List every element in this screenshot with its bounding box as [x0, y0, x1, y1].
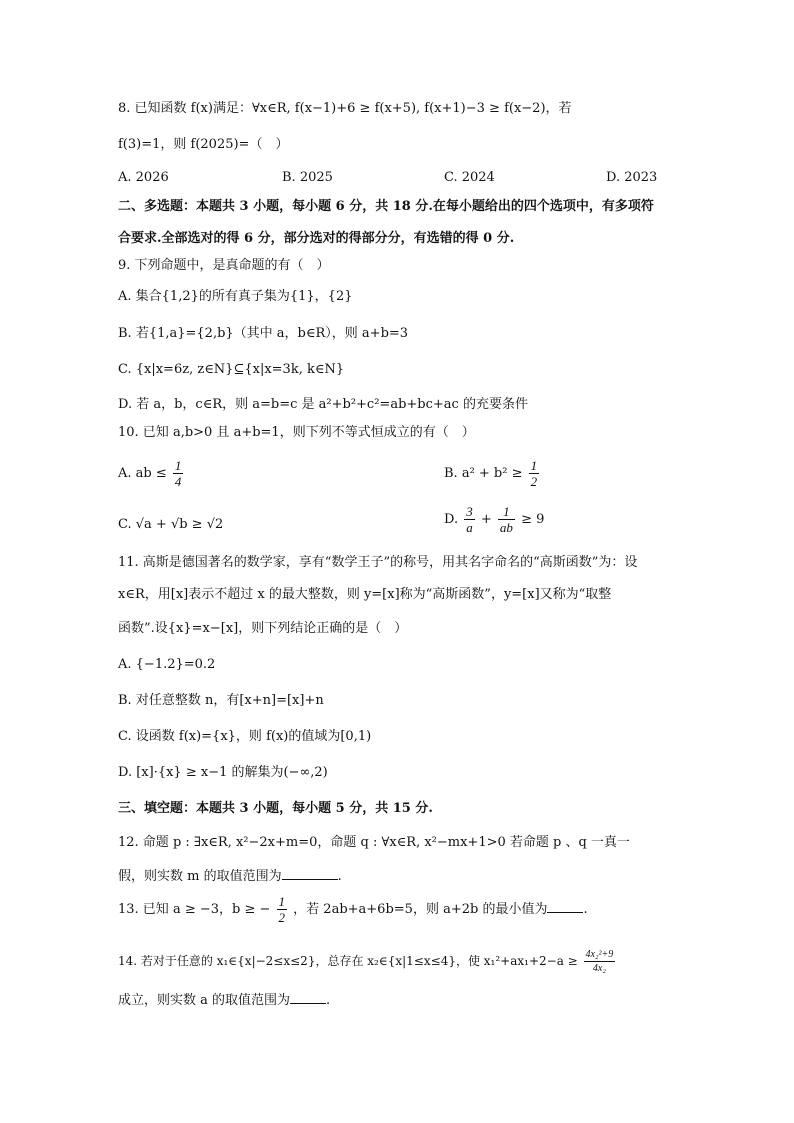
q11-option-d: D. [x]·{x} ≥ x−1 的解集为(−∞,2): [118, 765, 328, 780]
q10-option-d-numerator2: 1: [498, 504, 515, 520]
q12-line1: 12. 命题 p : ∃x∈R, x²−2x+m=0，命题 q : ∀x∈R, x²−mx+1>0 若命题 p 、q 一真一: [118, 835, 630, 850]
q10-option-d-numerator1: 3: [466, 504, 473, 519]
q13-numerator: 1: [278, 894, 286, 909]
section3-heading: 三、填空题：本题共 3 小题，每小题 5 分，共 15 分.: [118, 801, 433, 816]
q14-end: .: [326, 993, 331, 1008]
q9-option-a: A. 集合{1,2}的所有真子集为{1}，{2}: [118, 289, 353, 304]
q10-option-b-prefix: B. a² + b² ≥: [444, 466, 523, 481]
q9-option-c: C. {x|x=6z, z∈N}⊆{x|x=3k, k∈N}: [118, 362, 345, 377]
q14-denominator: 4x₂: [592, 963, 606, 974]
q10-option-b-fraction: [529, 458, 540, 489]
q10-option-a-numerator: 1: [174, 458, 182, 473]
q11-line1: 11. 高斯是德国著名的数学家，享有“数学王子”的称号，用其名字命名的“高斯函数”为：设: [118, 555, 638, 570]
q10-option-d-fraction2: [498, 504, 515, 535]
q10-option-a-prefix: A. ab ≤: [118, 466, 167, 481]
q12-line2: [118, 868, 342, 886]
q14-fraction: [584, 948, 616, 975]
q10-option-a-fraction: [173, 458, 184, 489]
q10-option-d-denominator1: a: [466, 520, 473, 535]
q8-option-c: C. 2024: [444, 170, 495, 185]
q10-option-b-numerator: 1: [530, 458, 538, 473]
q9-option-d: D. 若 a，b，c∈R，则 a=b=c 是 a²+b²+c²=ab+bc+ac 的充要条件: [118, 397, 528, 412]
q10-option-b: [444, 458, 541, 489]
q13-line: [118, 894, 588, 925]
q13-fraction: [277, 894, 288, 925]
q12-line2-text: 假，则实数 m 的取值范围为: [118, 869, 282, 884]
q11-option-a: A. {−1.2}=0.2: [118, 657, 216, 672]
q10-option-a: [118, 458, 185, 489]
q13-answer-blank[interactable]: [547, 912, 583, 913]
q10-option-a-denominator: 4: [174, 474, 182, 489]
q14-line2-text: 成立，则实数 a 的取值范围为: [118, 993, 291, 1008]
q13-denominator: 2: [278, 910, 286, 925]
q14-line1: [118, 948, 617, 975]
q10-option-b-denominator: 2: [530, 474, 538, 489]
q14-line1-text: 14. 若对于任意的 x₁∈{x|−2≤x≤2}，总存在 x₂∈{x|1≤x≤4}，使 x₁²+ax₁+2−a ≥: [118, 954, 578, 968]
q8-option-d: D. 2023: [606, 170, 658, 185]
q11-line2: x∈R，用[x]表示不超过 x 的最大整数，则 y=[x]称为“高斯函数”，y=[x]又称为“取整: [118, 587, 612, 602]
q10-option-d-plus: +: [480, 512, 492, 527]
q8-line1: 8. 已知函数 f(x)满足：∀x∈R, f(x−1)+6 ≥ f(x+5), f(x+1)−3 ≥ f(x−2)，若: [118, 101, 572, 116]
q8-option-b: B. 2025: [282, 170, 333, 185]
q8-option-a: A. 2026: [118, 170, 169, 185]
q14-line2: [118, 992, 330, 1010]
q10-option-d-suffix: ≥ 9: [521, 512, 545, 527]
q13-end: .: [583, 902, 588, 917]
q9-stem: 9. 下列命题中，是真命题的有（ ）: [118, 258, 330, 273]
q10-option-c: C. √a + √b ≥ √2: [118, 517, 224, 532]
q11-option-c: C. 设函数 f(x)={x}，则 f(x)的值域为[0,1): [118, 729, 372, 744]
section2-heading-line1: 二、多选题：本题共 3 小题，每小题 6 分，共 18 分.在每小题给出的四个选项中，有多项符: [118, 199, 654, 214]
q10-stem: 10. 已知 a,b>0 且 a+b=1，则下列不等式恒成立的有（ ）: [118, 425, 475, 440]
q12-answer-blank[interactable]: [282, 879, 338, 880]
q14-numerator: 4x₂²+9: [585, 949, 614, 960]
q13-prefix: 13. 已知 a ≥ −3，b ≥ −: [118, 902, 271, 917]
q9-option-b: B. 若{1,a}={2,b}（其中 a，b∈R），则 a+b=3: [118, 326, 409, 341]
section2-heading-line2: 合要求.全部选对的得 6 分，部分选对的得部分分，有选错的得 0 分.: [118, 231, 515, 246]
q11-option-b: B. 对任意整数 n，有[x+n]=[x]+n: [118, 693, 324, 708]
q10-option-d-fraction1: [464, 504, 475, 535]
q12-line2-end: .: [337, 869, 342, 884]
q10-option-d-prefix: D.: [444, 512, 459, 527]
q11-line3: 函数”.设{x}=x−[x]，则下列结论正确的是（ ）: [118, 621, 408, 636]
q14-answer-blank[interactable]: [290, 1003, 326, 1004]
q8-line2: f(3)=1，则 f(2025)=（ ）: [118, 137, 289, 152]
q13-suffix: ，若 2ab+a+6b=5，则 a+2b 的最小值为: [293, 902, 548, 917]
q10-option-d: [444, 504, 544, 535]
q10-option-d-denominator2: ab: [499, 520, 513, 535]
